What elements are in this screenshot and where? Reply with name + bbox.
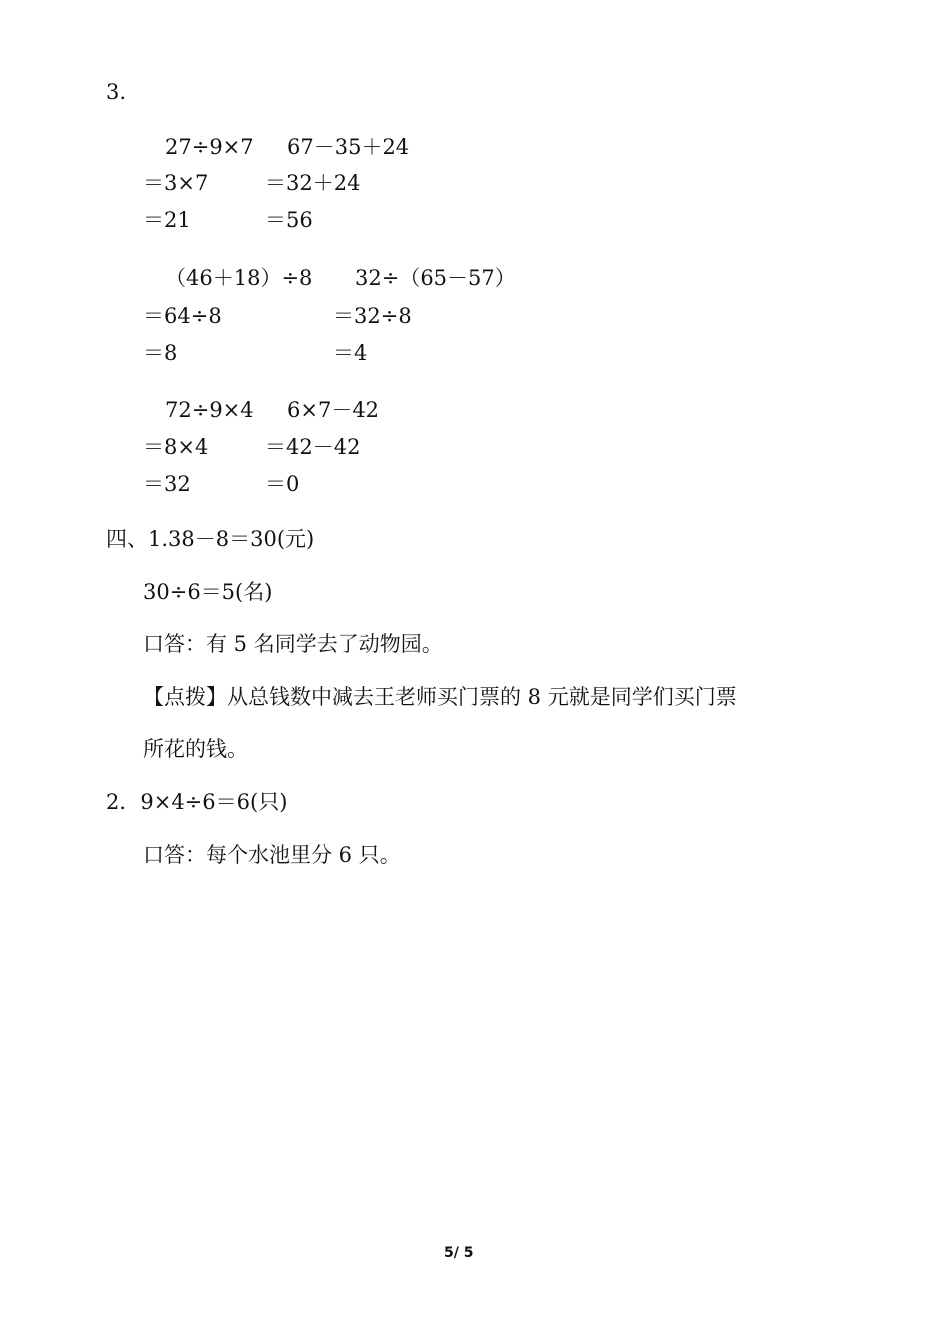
section-3-number: 3. (106, 80, 127, 104)
q1-calculation-line-1: 四、1.38－8＝30(元) (106, 527, 315, 551)
q1-calculation-line-2: 30÷6＝5(名) (143, 580, 273, 604)
expr-4-line-2: ＝32÷8 (333, 304, 412, 328)
expr-3-line-3: ＝8 (143, 341, 178, 365)
expr-2-line-2: ＝32＋24 (265, 171, 361, 195)
hint-line-2: 所花的钱。 (143, 737, 248, 761)
expr-6-line-1: 6×7－42 (287, 398, 380, 422)
expr-5-line-2: ＝8×4 (143, 435, 209, 459)
hint-line-1: 【点拨】从总钱数中减去王老师买门票的 8 元就是同学们买门票 (143, 685, 737, 709)
q1-answer: 口答：有 5 名同学去了动物园。 (143, 632, 443, 656)
expr-2-line-1: 67－35＋24 (287, 135, 410, 159)
expr-1-line-2: ＝3×7 (143, 171, 209, 195)
expr-5-line-3: ＝32 (143, 472, 191, 496)
q2-calculation: 2．9×4÷6＝6(只) (106, 790, 288, 814)
page-number: 5/ 5 (444, 1245, 474, 1261)
expr-3-line-2: ＝64÷8 (143, 304, 222, 328)
expr-6-line-3: ＝0 (265, 472, 300, 496)
expr-6-line-2: ＝42－42 (265, 435, 361, 459)
expr-2-line-3: ＝56 (265, 208, 313, 232)
q2-answer: 口答：每个水池里分 6 只。 (143, 843, 401, 867)
expr-1-line-1: 27÷9×7 (165, 135, 254, 159)
expr-4-line-3: ＝4 (333, 341, 368, 365)
expr-3-line-1: （46＋18）÷8 (165, 266, 313, 290)
expr-4-line-1: 32÷（65－57） (355, 266, 516, 290)
expr-1-line-3: ＝21 (143, 208, 191, 232)
expr-5-line-1: 72÷9×4 (165, 398, 254, 422)
